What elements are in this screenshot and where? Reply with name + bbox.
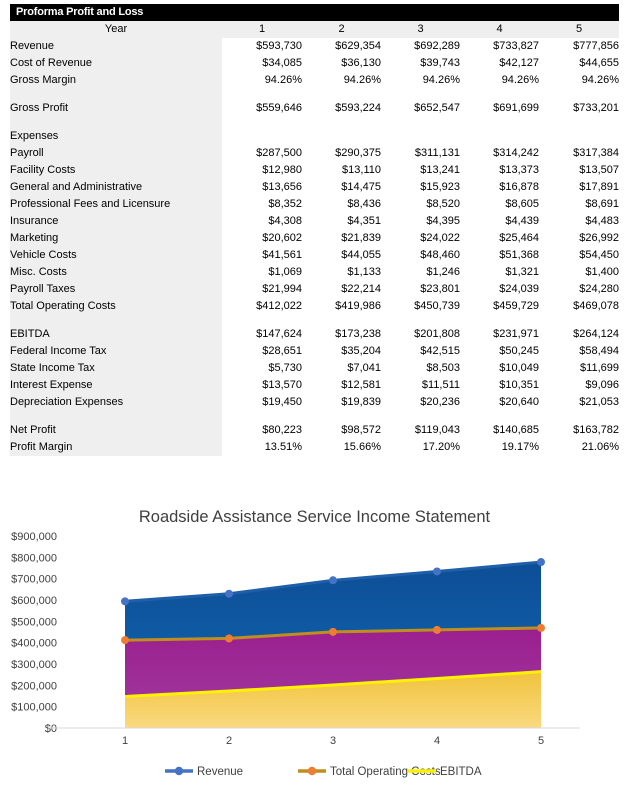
legend-swatch-marker: [308, 767, 316, 775]
table-row: [10, 100, 619, 117]
row-value-cell: $24,280: [539, 281, 619, 298]
table-spacer-row: [10, 89, 619, 100]
spacer-value-cell: [222, 411, 302, 422]
year-header-label: Year: [10, 21, 222, 38]
spacer-value-cell: [381, 89, 460, 100]
column-header-year-2: 2: [302, 21, 381, 38]
table-row: [10, 298, 619, 315]
row-value-cell: $8,503: [381, 360, 460, 377]
row-value-cell: $8,352: [222, 196, 302, 213]
chart-data-point: [329, 628, 337, 636]
chart-data-point: [225, 590, 233, 598]
row-label: Expenses: [10, 128, 222, 145]
row-label: Gross Profit: [10, 100, 222, 117]
row-label: Payroll: [10, 145, 222, 162]
row-value-cell: $469,078: [539, 298, 619, 315]
chart-data-point: [121, 597, 129, 605]
row-value-cell: $25,464: [460, 230, 539, 247]
spacer-value-cell: [302, 117, 381, 128]
row-label: Facility Costs: [10, 162, 222, 179]
row-label: General and Administrative: [10, 179, 222, 196]
row-value-cell: $13,507: [539, 162, 619, 179]
chart-data-point: [225, 634, 233, 642]
spacer-value-cell: [381, 117, 460, 128]
row-value-cell: 13.51%: [222, 439, 302, 456]
table-row: [10, 394, 619, 411]
row-value-cell: $54,450: [539, 247, 619, 264]
row-value-cell: $28,651: [222, 343, 302, 360]
row-value-cell: $48,460: [381, 247, 460, 264]
chart-title: Roadside Assistance Service Income Statement: [138, 508, 491, 526]
income-statement-chart: [0, 496, 629, 804]
row-label: EBITDA: [10, 326, 222, 343]
row-value-cell: $4,439: [460, 213, 539, 230]
row-value-cell: $459,729: [460, 298, 539, 315]
chart-data-point: [121, 636, 129, 644]
table-row: [10, 179, 619, 196]
row-value-cell: $13,656: [222, 179, 302, 196]
row-value-cell: $450,739: [381, 298, 460, 315]
row-value-cell: $173,238: [302, 326, 381, 343]
row-value-cell: $7,041: [302, 360, 381, 377]
row-value-cell: $733,827: [460, 38, 539, 55]
spacer-label-cell: [10, 315, 222, 326]
table-row: [10, 439, 619, 456]
row-value-cell: [222, 128, 302, 145]
table-row: [10, 343, 619, 360]
row-value-cell: 94.26%: [539, 72, 619, 89]
row-value-cell: $317,384: [539, 145, 619, 162]
row-value-cell: $22,214: [302, 281, 381, 298]
row-value-cell: $147,624: [222, 326, 302, 343]
table-row: [10, 230, 619, 247]
pl-table-grid: [10, 21, 619, 456]
row-value-cell: $10,049: [460, 360, 539, 377]
row-value-cell: $58,494: [539, 343, 619, 360]
chart-data-point: [433, 626, 441, 634]
row-value-cell: [539, 128, 619, 145]
row-value-cell: $20,236: [381, 394, 460, 411]
row-label: Interest Expense: [10, 377, 222, 394]
row-label: Cost of Revenue: [10, 55, 222, 72]
table-row: [10, 264, 619, 281]
row-value-cell: $8,520: [381, 196, 460, 213]
table-header-row: [10, 21, 619, 38]
table-row: [10, 281, 619, 298]
y-axis-tick-label: $900,000: [11, 531, 57, 543]
table-row: [10, 196, 619, 213]
x-axis-tick-label: 3: [329, 735, 337, 747]
row-value-cell: $652,547: [381, 100, 460, 117]
spacer-value-cell: [460, 117, 539, 128]
row-value-cell: $13,570: [222, 377, 302, 394]
legend-label-revenue: Revenue: [197, 766, 244, 779]
table-spacer-row: [10, 411, 619, 422]
chart-data-point: [537, 558, 545, 566]
row-value-cell: $21,839: [302, 230, 381, 247]
row-value-cell: $4,395: [381, 213, 460, 230]
y-axis-tick-label: $0: [44, 723, 57, 735]
table-row: [10, 422, 619, 439]
table-row: [10, 360, 619, 377]
row-value-cell: $314,242: [460, 145, 539, 162]
row-value-cell: $42,515: [381, 343, 460, 360]
row-value-cell: 94.26%: [460, 72, 539, 89]
row-label: Net Profit: [10, 422, 222, 439]
table-row: [10, 213, 619, 230]
y-axis-tick-label: $100,000: [11, 701, 57, 714]
spacer-value-cell: [222, 89, 302, 100]
spacer-label-cell: [10, 411, 222, 422]
row-value-cell: $21,053: [539, 394, 619, 411]
spacer-label-cell: [10, 89, 222, 100]
row-value-cell: $4,351: [302, 213, 381, 230]
legend-label-total-operating-costs: Total Operating Costs: [330, 766, 441, 779]
table-row: [10, 377, 619, 394]
row-value-cell: $8,436: [302, 196, 381, 213]
legend-label-ebitda: EBITDA: [440, 766, 482, 779]
row-value-cell: $1,321: [460, 264, 539, 281]
row-value-cell: $412,022: [222, 298, 302, 315]
table-row: [10, 55, 619, 72]
row-value-cell: $163,782: [539, 422, 619, 439]
row-value-cell: $1,133: [302, 264, 381, 281]
spacer-value-cell: [539, 89, 619, 100]
chart-legend: [165, 766, 482, 778]
spacer-value-cell: [222, 315, 302, 326]
row-value-cell: $290,375: [302, 145, 381, 162]
row-value-cell: $8,691: [539, 196, 619, 213]
row-value-cell: $777,856: [539, 38, 619, 55]
row-value-cell: $201,808: [381, 326, 460, 343]
row-value-cell: $1,069: [222, 264, 302, 281]
spacer-value-cell: [381, 411, 460, 422]
row-label: Insurance: [10, 213, 222, 230]
row-value-cell: [381, 128, 460, 145]
row-value-cell: $629,354: [302, 38, 381, 55]
row-value-cell: $1,400: [539, 264, 619, 281]
spacer-value-cell: [539, 315, 619, 326]
x-axis-tick-label: 4: [433, 735, 441, 747]
row-value-cell: $11,699: [539, 360, 619, 377]
row-value-cell: $21,994: [222, 281, 302, 298]
row-value-cell: $13,241: [381, 162, 460, 179]
row-value-cell: $691,699: [460, 100, 539, 117]
row-value-cell: $733,201: [539, 100, 619, 117]
table-row: [10, 128, 619, 145]
y-axis-tick-label: $300,000: [11, 659, 57, 671]
spacer-label-cell: [10, 117, 222, 128]
column-header-year-3: 3: [381, 21, 460, 38]
row-label: Total Operating Costs: [10, 298, 222, 315]
row-value-cell: $692,289: [381, 38, 460, 55]
spacer-value-cell: [460, 89, 539, 100]
row-value-cell: $20,640: [460, 394, 539, 411]
row-value-cell: $19,839: [302, 394, 381, 411]
row-value-cell: $13,373: [460, 162, 539, 179]
legend-swatch-marker: [175, 767, 183, 775]
spacer-value-cell: [460, 411, 539, 422]
row-value-cell: $12,581: [302, 377, 381, 394]
table-row: [10, 326, 619, 343]
row-label: Payroll Taxes: [10, 281, 222, 298]
row-label: Professional Fees and Licensure: [10, 196, 222, 213]
row-value-cell: $50,245: [460, 343, 539, 360]
column-header-year-4: 4: [460, 21, 539, 38]
row-value-cell: 94.26%: [381, 72, 460, 89]
table-spacer-row: [10, 315, 619, 326]
spacer-value-cell: [381, 315, 460, 326]
y-axis-tick-label: $400,000: [11, 637, 57, 650]
row-value-cell: 94.26%: [302, 72, 381, 89]
row-label: Vehicle Costs: [10, 247, 222, 264]
row-value-cell: $16,878: [460, 179, 539, 196]
row-value-cell: $264,124: [539, 326, 619, 343]
row-value-cell: $36,130: [302, 55, 381, 72]
row-value-cell: $39,743: [381, 55, 460, 72]
proforma-pl-table: [10, 4, 619, 456]
chart-data-point: [329, 576, 337, 584]
column-header-year-1: 1: [222, 21, 302, 38]
row-value-cell: $44,655: [539, 55, 619, 72]
row-value-cell: $80,223: [222, 422, 302, 439]
x-axis-tick-label: 5: [537, 735, 545, 747]
table-row: [10, 162, 619, 179]
row-value-cell: $34,085: [222, 55, 302, 72]
row-label: Marketing: [10, 230, 222, 247]
row-value-cell: $593,224: [302, 100, 381, 117]
row-label: Federal Income Tax: [10, 343, 222, 360]
row-value-cell: [460, 128, 539, 145]
row-value-cell: $51,368: [460, 247, 539, 264]
spacer-value-cell: [302, 315, 381, 326]
row-value-cell: $24,039: [460, 281, 539, 298]
row-value-cell: $140,685: [460, 422, 539, 439]
y-axis-tick-label: $700,000: [11, 573, 57, 586]
row-value-cell: $4,483: [539, 213, 619, 230]
row-value-cell: $41,561: [222, 247, 302, 264]
row-value-cell: $9,096: [539, 377, 619, 394]
y-axis-tick-label: $200,000: [11, 680, 57, 693]
row-label: Depreciation Expenses: [10, 394, 222, 411]
spacer-value-cell: [539, 411, 619, 422]
row-value-cell: $44,055: [302, 247, 381, 264]
row-value-cell: $35,204: [302, 343, 381, 360]
row-value-cell: $20,602: [222, 230, 302, 247]
row-label: State Income Tax: [10, 360, 222, 377]
row-value-cell: $419,986: [302, 298, 381, 315]
row-value-cell: $559,646: [222, 100, 302, 117]
row-value-cell: $287,500: [222, 145, 302, 162]
row-value-cell: $14,475: [302, 179, 381, 196]
chart-plot-area: [0, 496, 629, 804]
spacer-value-cell: [539, 117, 619, 128]
table-row: [10, 38, 619, 55]
row-value-cell: $5,730: [222, 360, 302, 377]
row-value-cell: $311,131: [381, 145, 460, 162]
row-value-cell: $17,891: [539, 179, 619, 196]
column-header-year-5: 5: [539, 21, 619, 38]
row-value-cell: $10,351: [460, 377, 539, 394]
row-value-cell: $13,110: [302, 162, 381, 179]
spacer-value-cell: [222, 117, 302, 128]
row-value-cell: $26,992: [539, 230, 619, 247]
row-value-cell: $24,022: [381, 230, 460, 247]
spacer-value-cell: [302, 411, 381, 422]
row-value-cell: $11,511: [381, 377, 460, 394]
row-value-cell: $593,730: [222, 38, 302, 55]
row-value-cell: $42,127: [460, 55, 539, 72]
table-row: [10, 145, 619, 162]
spacer-value-cell: [302, 89, 381, 100]
row-value-cell: $119,043: [381, 422, 460, 439]
row-value-cell: $231,971: [460, 326, 539, 343]
row-value-cell: 94.26%: [222, 72, 302, 89]
x-axis-tick-label: 2: [225, 735, 233, 747]
row-label: Profit Margin: [10, 439, 222, 456]
row-value-cell: [302, 128, 381, 145]
table-title: Proforma Profit and Loss: [10, 4, 619, 21]
row-value-cell: $23,801: [381, 281, 460, 298]
row-value-cell: $12,980: [222, 162, 302, 179]
y-axis-tick-label: $800,000: [11, 552, 57, 565]
x-axis-tick-label: 1: [121, 735, 129, 747]
row-value-cell: 19.17%: [460, 439, 539, 456]
row-label: Gross Margin: [10, 72, 222, 89]
row-value-cell: $8,605: [460, 196, 539, 213]
row-label: Misc. Costs: [10, 264, 222, 281]
row-value-cell: 17.20%: [381, 439, 460, 456]
table-spacer-row: [10, 117, 619, 128]
row-value-cell: $15,923: [381, 179, 460, 196]
y-axis-tick-label: $500,000: [11, 616, 57, 629]
row-value-cell: $1,246: [381, 264, 460, 281]
row-value-cell: $98,572: [302, 422, 381, 439]
row-value-cell: 15.66%: [302, 439, 381, 456]
spacer-value-cell: [460, 315, 539, 326]
row-value-cell: $4,308: [222, 213, 302, 230]
y-axis-tick-label: $600,000: [11, 595, 57, 607]
table-row: [10, 72, 619, 89]
row-value-cell: $19,450: [222, 394, 302, 411]
chart-data-point: [433, 567, 441, 575]
chart-data-point: [537, 624, 545, 632]
table-row: [10, 247, 619, 264]
row-label: Revenue: [10, 38, 222, 55]
row-value-cell: 21.06%: [539, 439, 619, 456]
